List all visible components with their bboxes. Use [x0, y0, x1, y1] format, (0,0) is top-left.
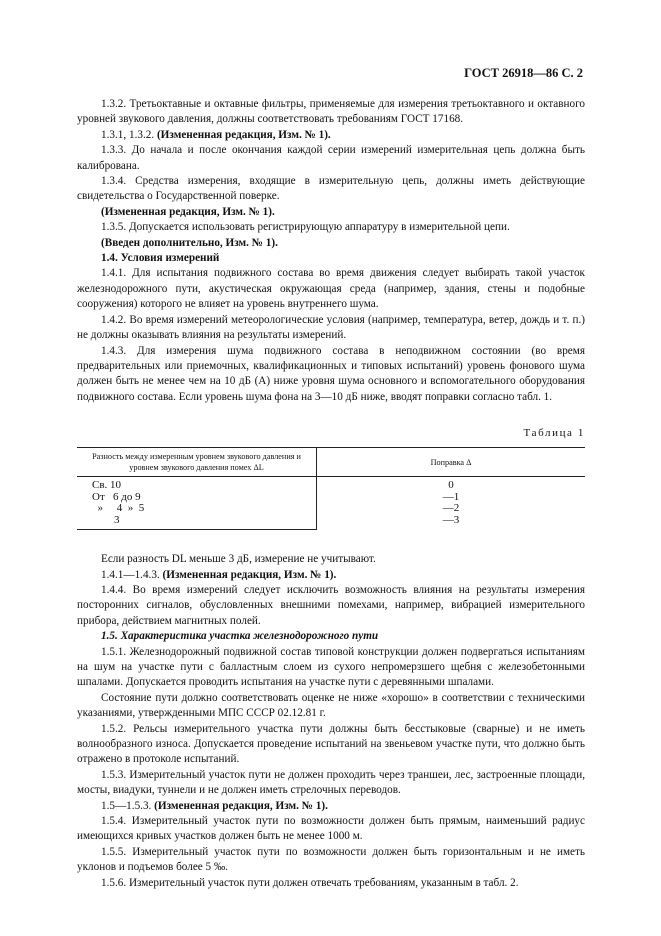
paragraph — [77, 568, 585, 583]
paragraph-text: 1.4.1—1.4.3. — [101, 568, 163, 581]
paragraph-text: 1.4. Условия измерений — [101, 252, 220, 265]
paragraph — [77, 876, 585, 891]
paragraph-text: 1.4.3. Для измерения шума подвижного состава в неподвижном состоянии (во время предварительных или приемочных, квалификационных и типовых испытаний) уровень фонового шума должен быть не менее чем на 10 дБ (А) ниже уровня шума основного и вспомогательного оборудования подвижного состава. Если уровень шума фона на 3—10 дБ ниже, вводят поправки согласно табл. 1. — [77, 344, 585, 403]
table-1-label: Таблица 1 — [523, 427, 585, 440]
paragraph-text: 1.3.2. Третьоктавные и октавные фильтры, применяемые для измерения третьоктавного и октавного уровней звукового давления, должны соответствовать требованиям ГОСТ 17168. — [77, 98, 585, 126]
document-body — [77, 97, 585, 891]
paragraph — [77, 236, 585, 251]
paragraph — [77, 722, 585, 768]
amendment-note: (Измененная редакция, Изм. № 1). — [162, 568, 337, 581]
paragraph — [77, 645, 585, 691]
table-1-correction: —2 — [442, 502, 460, 515]
table-1-range: » 4 » 5 — [92, 502, 145, 515]
amendment-note: (Измененная редакция, Изм. № 1). — [154, 799, 328, 812]
paragraph-text: (Измененная редакция, Изм. № 1). — [101, 205, 275, 218]
paragraph-text: 1.4.4. Во время измерений следует исключить возможность влияния на результаты измерения посторонних сигналов, обусловленных внешними помехами, например, вибрацией измерительного прибора, действием магнитных полей. — [77, 583, 585, 627]
table-1-correction: —1 — [442, 490, 460, 503]
paragraph — [77, 344, 585, 406]
page-header: ГОСТ 26918—86 С. 2 — [464, 66, 583, 80]
paragraph-text: 1.4.2. Во время измерений метеорологические условия (например, температура, ветер, дождь и т. п.) не должны оказывать влияния на результаты измерений. — [77, 313, 585, 342]
paragraph — [77, 143, 585, 174]
paragraph — [77, 799, 585, 814]
table-1 — [77, 447, 585, 530]
paragraph — [77, 313, 585, 344]
table-1-header-correction: Поправка Δ — [317, 448, 586, 477]
paragraph-text: 1.3.5. Допускается использовать регистрирующую аппаратуру в измерительной цепи. — [101, 221, 510, 234]
paragraph — [77, 583, 585, 629]
paragraph-text: 1.5.3. Измерительный участок пути не должен проходить через траншеи, лес, застроенные площади, мосты, виадуки, туннели и не должен иметь стрелочных переводов. — [77, 768, 585, 797]
paragraph-text: 1.5.2. Рельсы измерительного участка пути должны быть бесстыковые (сварные) и не иметь волнообразного износа. Допускается проведение испытаний на звеньевом участке пути, что должно быть отражено в протоколе испытаний. — [77, 722, 585, 766]
paragraph-text: 1.5.1. Железнодорожный подвижной состав типовой конструкции должен подвергаться испытаниям на шум на участке пути с балластным слоем из сухого непромерзшего щебня с железобетонными шпалами. Допускается проводить испытания на участке пути с деревянными шпалами. — [77, 645, 585, 689]
paragraph — [77, 174, 585, 205]
table-1-range: Св. 10 — [92, 479, 122, 492]
table-1-correction: 0 — [448, 479, 454, 492]
paragraph-text: 1.5. Характеристика участка железнодорожного пути — [101, 630, 379, 643]
paragraph — [77, 251, 585, 266]
paragraph — [77, 128, 585, 143]
table-1-correction: —3 — [442, 513, 460, 526]
paragraph — [77, 205, 585, 220]
amendment-note: (Измененная редакция, Изм. № 1). — [156, 128, 331, 141]
paragraph-text: 1.3.4. Средства измерения, входящие в измерительную цепь, должны иметь действующие свидетельства о Государственной поверке. — [77, 175, 585, 203]
table-1-ranges — [77, 477, 317, 530]
table-1-corrections — [317, 477, 586, 530]
paragraph-text: 1.5.6. Измерительный участок пути должен отвечать требованиям, указанным в табл. 2. — [101, 876, 519, 889]
paragraph-text: 1.3.1, 1.3.2. — [101, 128, 157, 141]
paragraph — [77, 266, 585, 312]
paragraph — [77, 814, 585, 845]
paragraph — [77, 845, 585, 876]
table-1-range: 3 — [92, 513, 120, 526]
table-1-range: От 6 до 9 — [92, 490, 141, 503]
paragraph — [77, 768, 585, 799]
paragraph — [77, 97, 585, 128]
paragraph — [77, 629, 585, 644]
paragraph-text: Состояние пути должно соответствовать оценке не ниже «хорошо» в соответствии с техническими указаниями, утвержденными МПС СССР 02.12.81 г. — [77, 691, 585, 720]
paragraph-text: 1.5.5. Измерительный участок пути по возможности должен быть горизонтальным и не иметь уклонов и подъемов более 5 ‰. — [77, 845, 585, 874]
table-1-header-difference: Разность между измеренным уровнем звукового давления и уровнем звукового давления помех ΔL — [77, 448, 317, 477]
section-1-3-1-4 — [77, 97, 585, 405]
paragraph-text: 1.5—1.5.3. — [101, 799, 155, 812]
paragraph-text: 1.5.4. Измерительный участок пути по возможности должен быть прямым, наименьший радиус имеющихся кривых участков должен быть не менее 1000 м. — [77, 815, 585, 843]
section-1-4-1-5 — [77, 552, 585, 891]
paragraph — [77, 691, 585, 722]
paragraph-text: (Введен дополнительно, Изм. № 1). — [101, 236, 278, 249]
paragraph — [77, 552, 585, 567]
paragraph-text: 1.4.1. Для испытания подвижного состава во время движения следует выбирать такой участок железнодорожного пути, акустическая окружающая среда (например, здания, стены и подобные сооружения) которого не влияет на уровень внутреннего шума. — [77, 267, 585, 311]
paragraph — [77, 220, 585, 235]
paragraph-text: 1.3.3. До начала и после окончания каждой серии измерений измерительная цепь должна быть калибрована. — [77, 144, 585, 172]
paragraph-text: Если разность DL меньше 3 дБ, измерение не учитывают. — [101, 553, 376, 566]
